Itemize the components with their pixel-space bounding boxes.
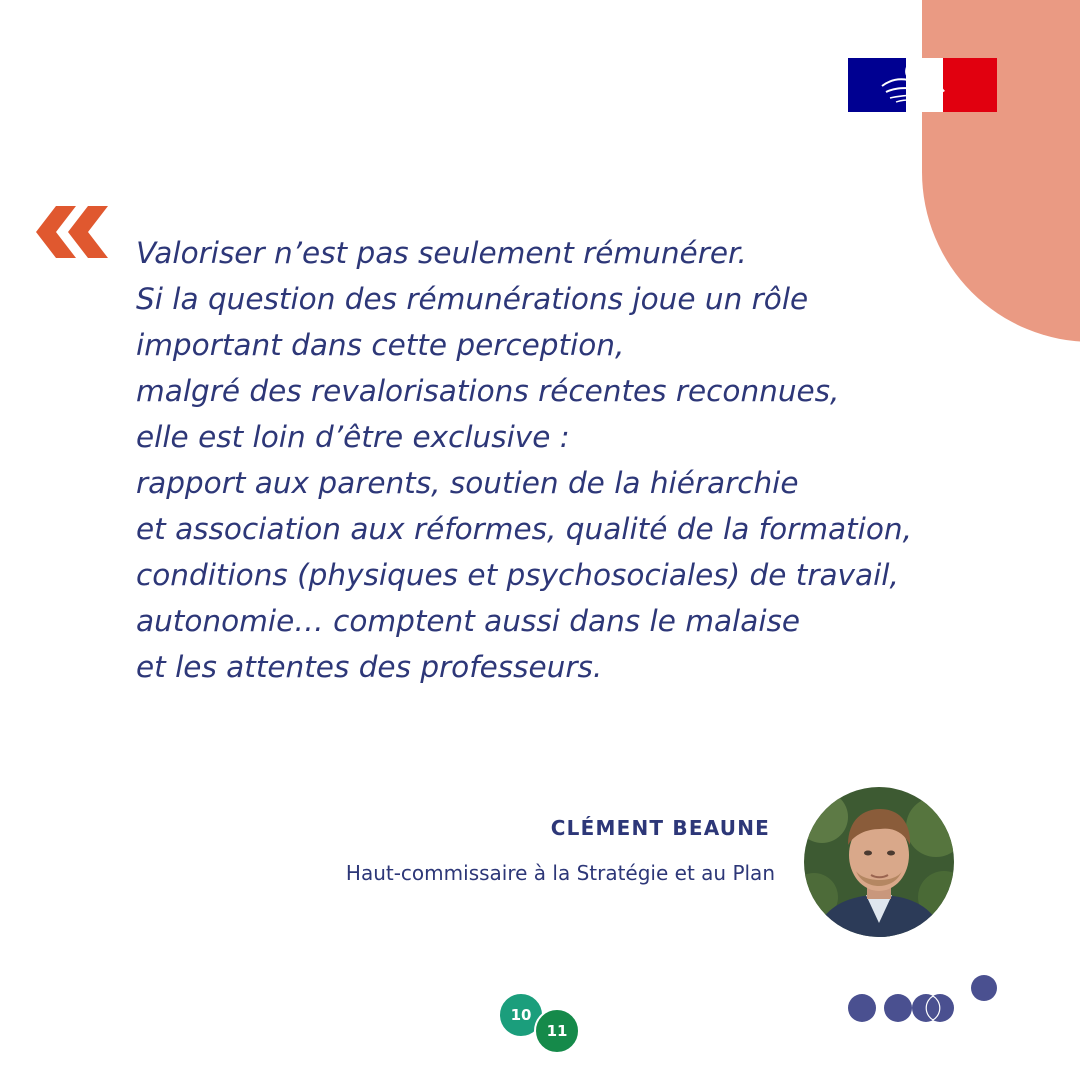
quote-line: Si la question des rémunérations joue un rôle: [136, 282, 809, 316]
left-double-chevron-quote-icon: [36, 206, 108, 258]
author-role: Haut-commissaire à la Stratégie et au Plan: [345, 861, 775, 885]
page-number-next: 11: [534, 1008, 580, 1054]
quote-text: [136, 230, 1046, 690]
quote-line: et les attentes des professeurs.: [136, 650, 603, 684]
portrait-photo: [804, 787, 954, 937]
marianne-flag-logo: [848, 58, 997, 112]
four-dots-logo: [846, 972, 998, 1024]
quote-line: autonomie… comptent aussi dans le malaise: [136, 604, 801, 638]
quote-line: elle est loin d’être exclusive :: [136, 420, 570, 454]
quote-line: rapport aux parents, soutien de la hiérarchie: [136, 466, 799, 500]
quote-line: malgré des revalorisations récentes reconnues,: [136, 374, 840, 408]
quote-line: important dans cette perception,: [136, 328, 625, 362]
page-number-current: 10: [498, 992, 544, 1038]
quote-line: conditions (physiques et psychosociales) de travail,: [136, 558, 899, 592]
quote-line: Valoriser n’est pas seulement rémunérer.: [136, 236, 747, 270]
author-name: CLÉMENT BEAUNE: [550, 816, 770, 840]
quote-line: et association aux réformes, qualité de la formation,: [136, 512, 912, 546]
avatar: [804, 787, 954, 937]
